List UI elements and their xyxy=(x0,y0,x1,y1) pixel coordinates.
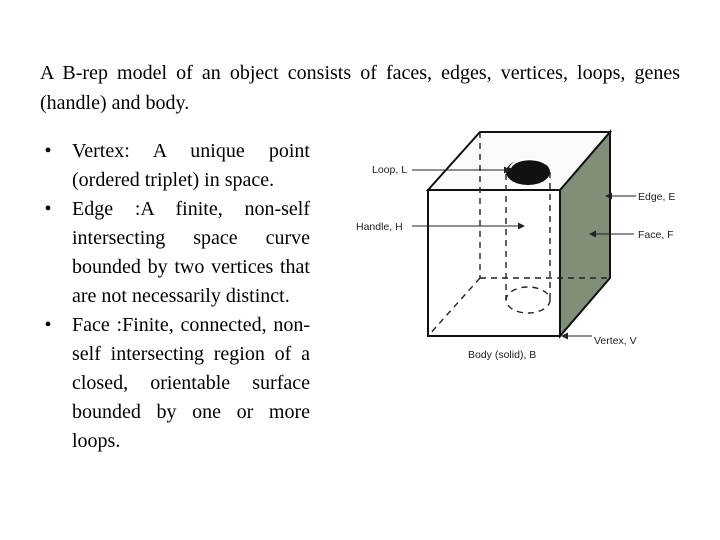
edge-label: Edge, E xyxy=(638,191,676,203)
bullet-dot: • xyxy=(44,140,52,162)
bullet-text: Edge :A finite, non-self intersecting space curve bounded by two vertices that are not necessarily distinct. xyxy=(72,198,310,307)
face-label: Face, F xyxy=(638,229,674,241)
definition-list xyxy=(38,137,310,456)
bullet-vertex xyxy=(38,137,310,195)
hole-shaft xyxy=(506,172,550,313)
body-label: Body (solid), B xyxy=(468,349,537,361)
bullet-edge xyxy=(38,195,310,311)
brep-diagram xyxy=(350,128,680,374)
brep-figure xyxy=(350,128,680,374)
bullet-text: Vertex: A unique point (ordered triplet) in space. xyxy=(72,140,310,191)
handle-label: Handle, H xyxy=(356,221,403,233)
bullet-dot: • xyxy=(44,198,52,220)
vertex-label: Vertex, V xyxy=(594,335,637,347)
loop-label: Loop, L xyxy=(372,164,408,176)
bullet-dot: • xyxy=(44,314,52,336)
bullet-face xyxy=(38,311,310,456)
intro-paragraph: A B-rep model of an object consists of faces, edges, vertices, loops, genes (handle) and body. xyxy=(40,62,680,114)
bullet-text: Face :Finite, connected, non-self intersecting region of a closed, orientable surface bounded by one or more loops. xyxy=(72,314,310,452)
